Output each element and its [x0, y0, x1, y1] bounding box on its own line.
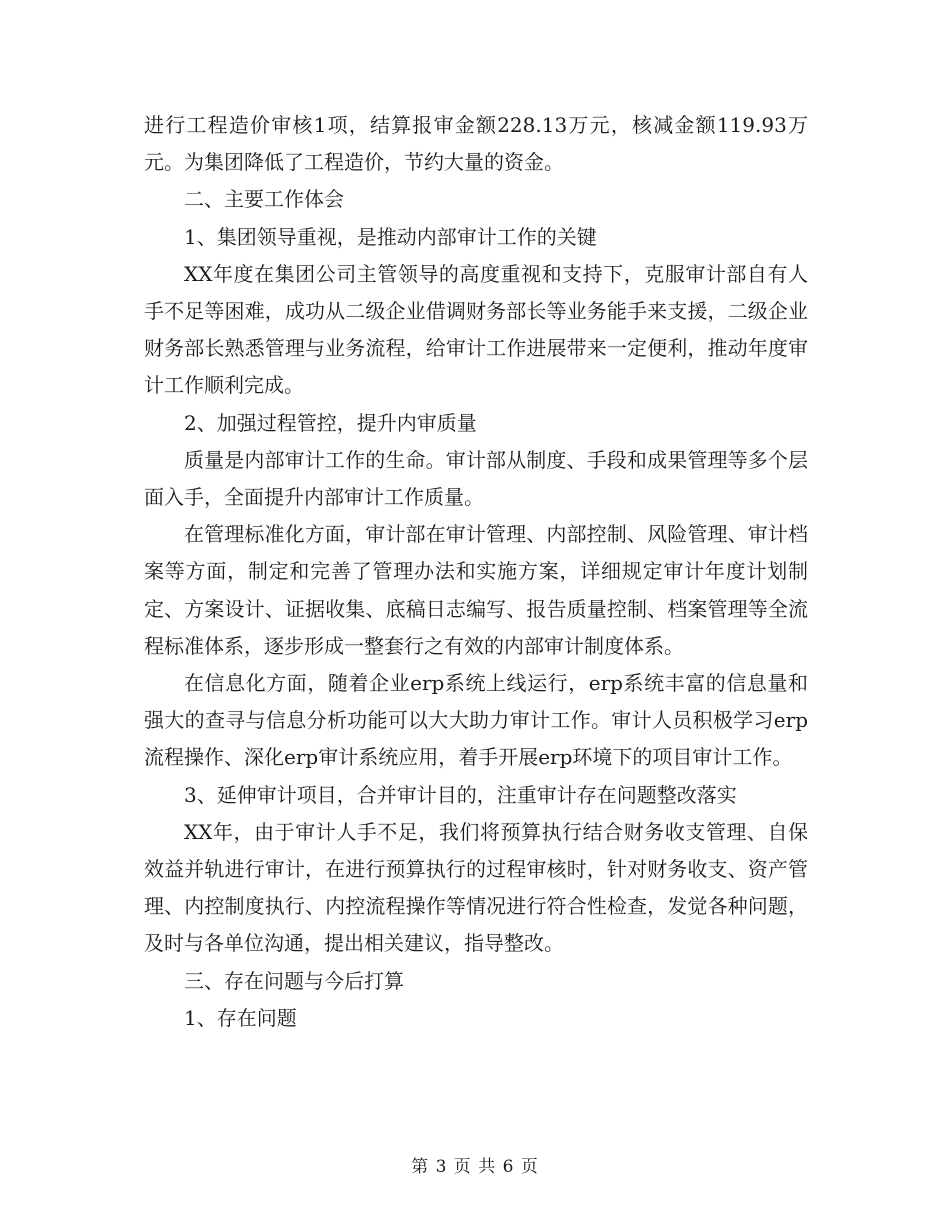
document-body — [144, 107, 808, 1037]
paragraph-informatization: 在信息化方面，随着企业erp系统上线运行，erp系统丰富的信息量和强大的查寻与信息分析功能可以大大助力审计工作。审计人员积极学习erp流程操作、深化erp审计系统应用，着手开展erp环境下的项目审计工作。 — [144, 671, 808, 770]
subheading-extend-audit: 3、延伸审计项目，合并审计目的，注重审计存在问题整改落实 — [184, 782, 737, 807]
section-heading-main-experience: 二、主要工作体会 — [184, 187, 344, 212]
paragraph-leadership: XX年度在集团公司主管领导的高度重视和支持下，克服审计部自有人手不足等困难，成功从二级企业借调财务部长等业务能手来支援，二级企业财务部长熟悉管理与业务流程，给审计工作进展带来一定便利，推动年度审计工作顺利完成。 — [144, 261, 808, 398]
subheading-leadership: 1、集团领导重视，是推动内部审计工作的关键 — [184, 224, 597, 249]
paragraph-standardization: 在管理标准化方面，审计部在审计管理、内部控制、风险管理、审计档案等方面，制定和完善了管理办法和实施方案，详细规定审计年度计划制定、方案设计、证据收集、底稿日志编写、报告质量控制、档案管理等全流程标准体系，逐步形成一整套行之有效的内部审计制度体系。 — [144, 522, 808, 658]
subheading-existing-problems: 1、存在问题 — [184, 1005, 297, 1030]
paragraph-continuation: 进行工程造价审核1项，结算报审金额228.13万元，核减金额119.93万元。为集团降低了工程造价，节约大量的资金。 — [144, 113, 808, 175]
subheading-process-control: 2、加强过程管控，提升内审质量 — [184, 410, 477, 435]
page-number-footer: 第 3 页 共 6 页 — [411, 1157, 539, 1177]
section-heading-problems-plans: 三、存在问题与今后打算 — [184, 968, 404, 993]
paragraph-quality: 质量是内部审计工作的生命。审计部从制度、手段和成果管理等多个层面入手，全面提升内部审计工作质量。 — [144, 447, 808, 510]
paragraph-extend-audit: XX年，由于审计人手不足，我们将预算执行结合财务收支管理、自保效益并轨进行审计，在进行预算执行的过程审核时，针对财务收支、资产管理、内控制度执行、内控流程操作等情况进行符合性检查，发觉各种问题，及时与各单位沟通，提出相关建议，指导整改。 — [144, 819, 808, 956]
